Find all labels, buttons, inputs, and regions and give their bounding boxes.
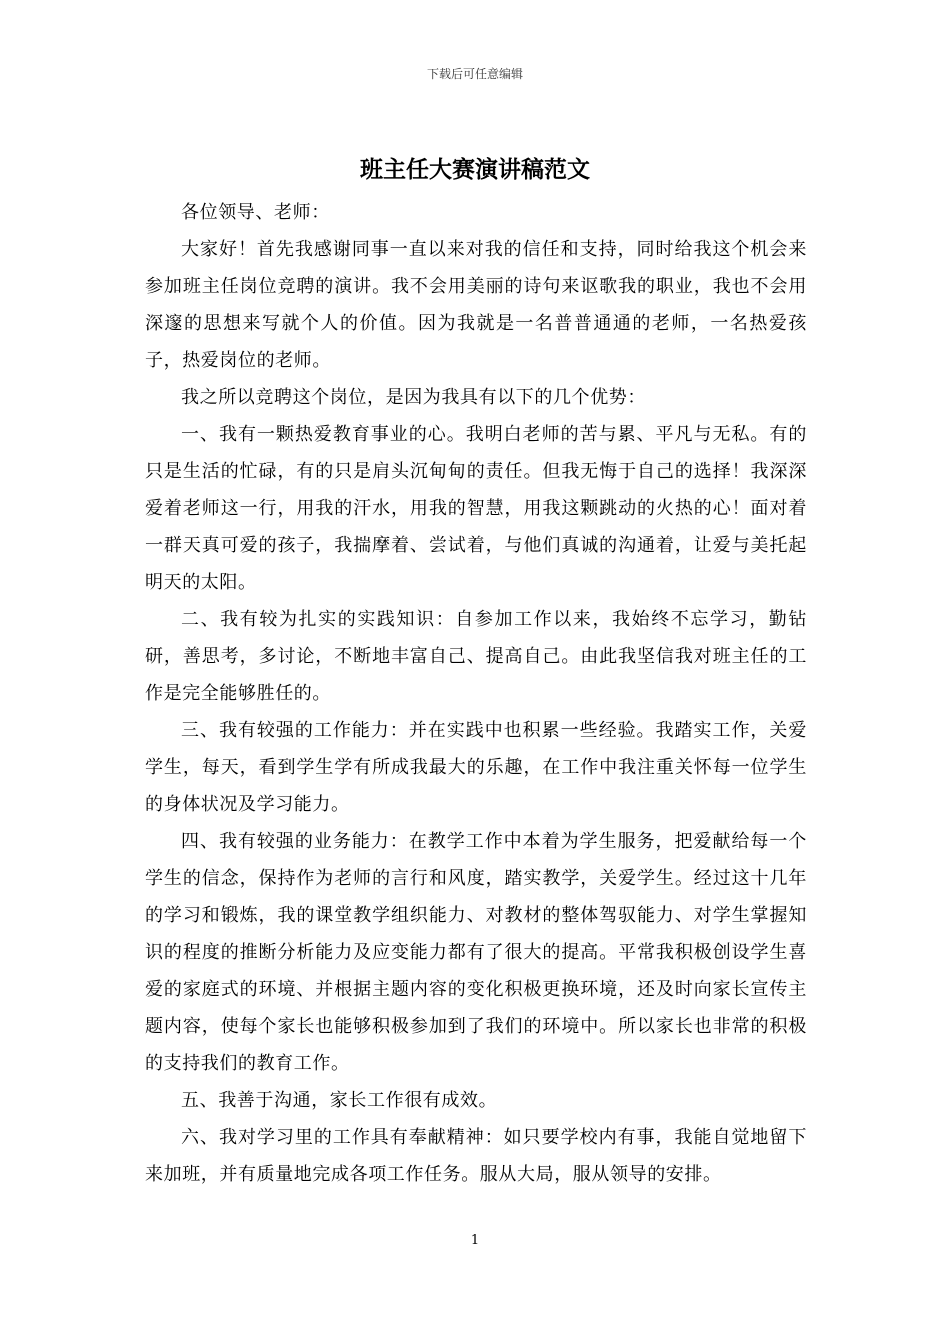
document-body — [145, 194, 807, 1193]
paragraph-advantage-6: 六、我对学习里的工作具有奉献精神：如只要学校内有事，我能自觉地留下来加班，并有质量地完成各项工作任务。服从大局，服从领导的安排。 — [145, 1127, 807, 1185]
paragraph-greeting: 各位领导、老师： — [181, 202, 330, 223]
page-header-text: 下载后可任意编辑 — [426, 67, 523, 81]
document-title: 班主任大赛演讲稿范文 — [360, 156, 590, 183]
paragraph-advantage-3: 三、我有较强的工作能力：并在实践中也积累一些经验。我踏实工作，关爱学生，每天，看到学生学有所成我最大的乐趣，在工作中我注重关怀每一位学生的身体状况及学习能力。 — [145, 720, 807, 815]
page-number: 1 — [470, 1233, 480, 1248]
paragraph-advantage-1: 一、我有一颗热爱教育事业的心。我明白老师的苦与累、平凡与无私。有的只是生活的忙碌，有的只是肩头沉甸甸的责任。但我无悔于自己的选择！我深深爱着老师这一行，用我的汗水，用我的智慧，用我这颗跳动的火热的心！面对着一群天真可爱的孩子，我揣摩着、尝试着，与他们真诚的沟通着，让爱与美托起明天的太阳。 — [145, 424, 807, 593]
paragraph-advantage-5: 五、我善于沟通，家长工作很有成效。 — [181, 1090, 498, 1111]
paragraph-introduction: 大家好！首先我感谢同事一直以来对我的信任和支持，同时给我这个机会来参加班主任岗位竞聘的演讲。我不会用美丽的诗句来讴歌我的职业，我也不会用深邃的思想来写就个人的价值。因为我就是一名普普通通的老师，一名热爱孩子，热爱岗位的老师。 — [145, 239, 807, 371]
paragraph-advantages-lead: 我之所以竞聘这个岗位，是因为我具有以下的几个优势： — [181, 387, 646, 408]
paragraph-advantage-2: 二、我有较为扎实的实践知识：自参加工作以来，我始终不忘学习，勤钻研，善思考，多讨论，不断地丰富自己、提高自己。由此我坚信我对班主任的工作是完全能够胜任的。 — [145, 609, 807, 704]
paragraph-advantage-4: 四、我有较强的业务能力：在教学工作中本着为学生服务，把爱献给每一个学生的信念，保持作为老师的言行和风度，踏实教学，关爱学生。经过这十几年的学习和锻炼，我的课堂教学组织能力、对教材的整体驾驭能力、对学生掌握知识的程度的推断分析能力及应变能力都有了很大的提高。平常我积极创设学生喜爱的家庭式的环境、并根据主题内容的变化积极更换环境，还及时向家长宣传主题内容，使每个家长也能够积极参加到了我们的环境中。所以家长也非常的积极的支持我们的教育工作。 — [145, 831, 807, 1074]
